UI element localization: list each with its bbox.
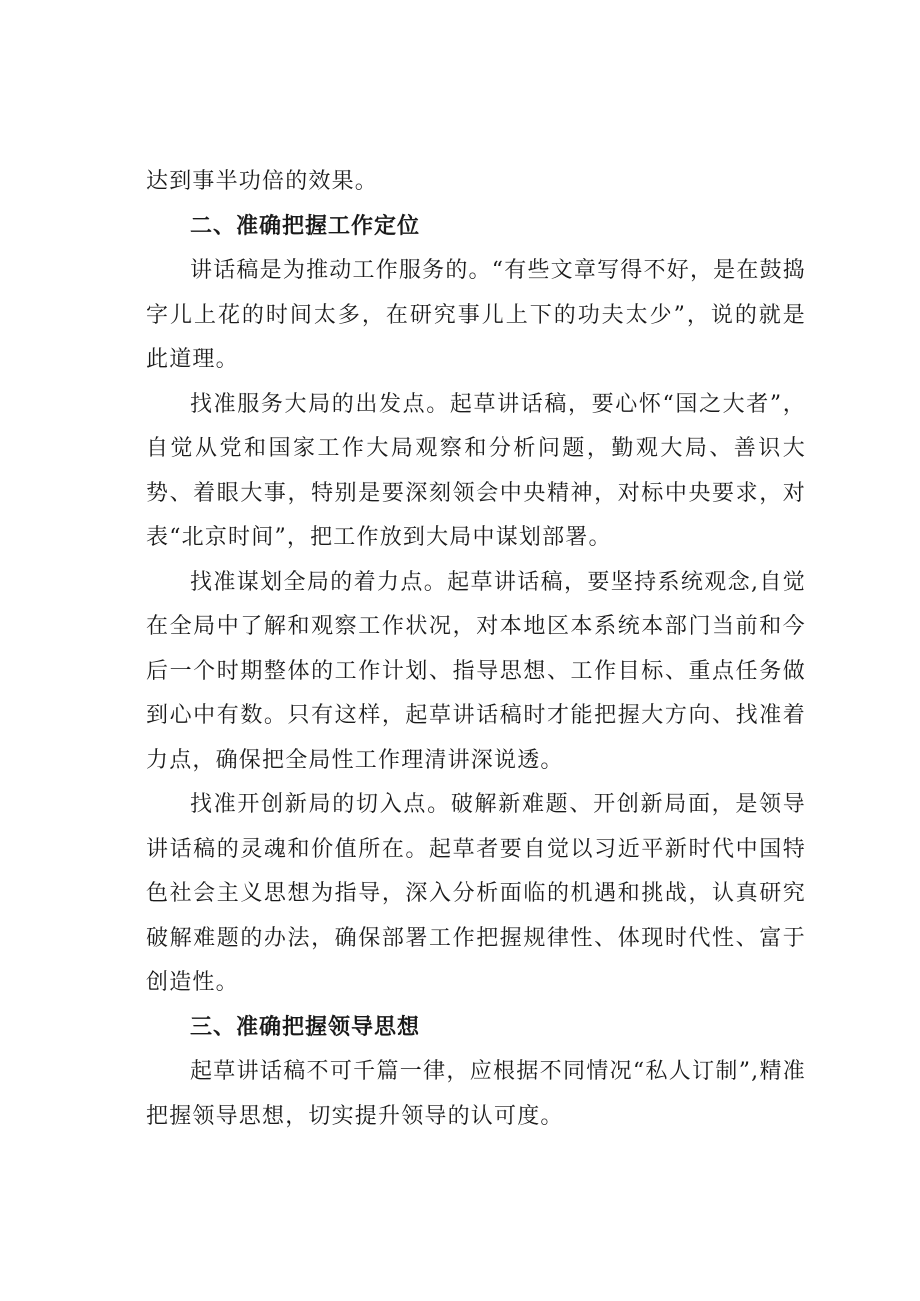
- document-body: [146, 160, 806, 1139]
- lead-line: 达到事半功倍的效果。: [146, 169, 379, 194]
- section-2-paragraph-1: 讲话稿是为推动工作服务的。“有些文章写得不好，是在鼓捣字儿上花的时间太多，在研究事儿上下的功夫太少”，说的就是此道理。: [146, 258, 806, 372]
- section-2-paragraph-2: 找准服务大局的出发点。起草讲话稿，要心怀“国之大者”，自觉从党和国家工作大局观察和分析问题，勤观大局、善识大势、着眼大事，特别是要深刻领会中央精神，对标中央要求，对表“北京时间”，把工作放到大局中谋划部署。: [146, 391, 806, 550]
- section-2-heading: 二、准确把握工作定位: [190, 213, 421, 239]
- section-2-paragraph-4: 找准开创新局的切入点。破解新难题、开创新局面，是领导讲话稿的灵魂和价值所在。起草者要自觉以习近平新时代中国特色社会主义思想为指导，深入分析面临的机遇和挑战，认真研究破解难题的办法，确保部署工作把握规律性、体现时代性、富于创造性。: [146, 792, 806, 995]
- section-2-paragraph-3: 找准谋划全局的着力点。起草讲话稿，要坚持系统观念,自觉在全局中了解和观察工作状况，对本地区本系统本部门当前和今后一个时期整体的工作计划、指导思想、工作目标、重点任务做到心中有数。只有这样，起草讲话稿时才能把握大方向、找准着力点，确保把全局性工作理清讲深说透。: [146, 569, 806, 773]
- section-3-heading: 三、准确把握领导思想: [190, 1014, 421, 1040]
- section-3-paragraph-1: 起草讲话稿不可千篇一律，应根据不同情况“私人订制”,精准把握领导思想，切实提升领导的认可度。: [146, 1059, 806, 1129]
